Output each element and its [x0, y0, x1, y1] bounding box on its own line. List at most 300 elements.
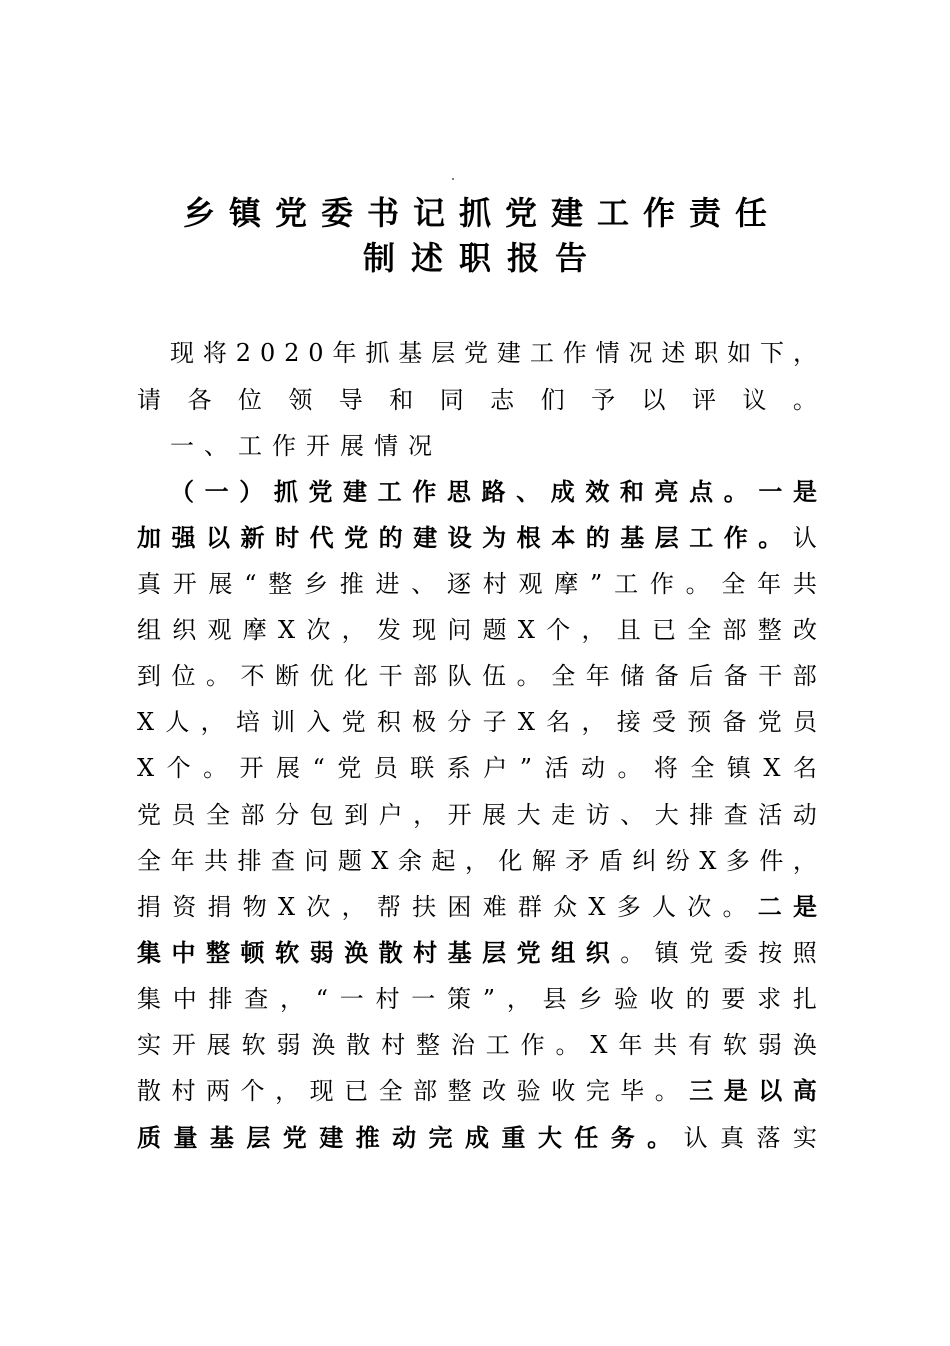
line-glyph: 任	[574, 1123, 599, 1152]
line-glyph: 。	[722, 893, 747, 921]
line-glyph: 导	[338, 386, 363, 414]
line-glyph: 工	[485, 1031, 510, 1059]
line-glyph: 难	[482, 893, 507, 921]
line-glyph: 点	[689, 477, 714, 506]
body-line	[137, 569, 817, 599]
line-glyph: 建	[343, 477, 368, 506]
line-glyph: 作	[520, 1031, 545, 1059]
line-glyph: 逐	[447, 570, 472, 598]
line-glyph: 干	[758, 662, 783, 690]
line-glyph: 矛	[565, 847, 590, 875]
line-glyph: ，	[506, 985, 531, 1013]
line-glyph: 不	[240, 662, 265, 690]
line-glyph: 乡	[578, 985, 603, 1013]
line-glyph: 工	[377, 477, 402, 506]
line-glyph: 照	[792, 939, 817, 967]
line-glyph: 情	[374, 432, 398, 460]
line-glyph: 户	[483, 754, 508, 782]
line-glyph: 资	[172, 893, 197, 921]
line-glyph: 建	[496, 339, 521, 367]
line-glyph: ，	[200, 708, 225, 736]
body-line	[137, 1123, 817, 1153]
line-glyph: 。	[647, 1123, 672, 1152]
line-glyph: 困	[447, 893, 472, 921]
line-glyph: 况	[408, 432, 432, 460]
line-glyph: X	[137, 754, 155, 782]
line-glyph: 部	[722, 616, 747, 644]
line-glyph: 动	[580, 754, 605, 782]
line-glyph: 题	[337, 847, 362, 875]
line-glyph: 们	[540, 386, 565, 414]
line-glyph: 群	[517, 893, 542, 921]
line-glyph: 收	[551, 1077, 576, 1105]
line-glyph: 年	[757, 570, 782, 598]
line-glyph: 收	[649, 985, 674, 1013]
line-glyph: 年	[170, 847, 195, 875]
line-glyph: 效	[585, 477, 610, 506]
line-glyph: 储	[620, 662, 645, 690]
line-glyph: 个	[240, 1077, 265, 1105]
line-glyph: 年	[332, 339, 357, 367]
line-glyph: 如	[727, 339, 752, 367]
line-glyph: 捐	[137, 893, 161, 921]
line-glyph: 党	[757, 708, 782, 736]
body-line	[137, 1030, 817, 1060]
body-line	[137, 707, 817, 737]
line-glyph: 整	[206, 938, 231, 967]
line-glyph: 共	[203, 847, 228, 875]
line-glyph: 0	[259, 339, 276, 367]
line-glyph: 余	[397, 847, 422, 875]
line-glyph: 作	[562, 339, 587, 367]
line-glyph: 一	[204, 477, 229, 506]
line-glyph: ，	[792, 339, 817, 367]
line-glyph: 展	[206, 1031, 231, 1059]
line-glyph: 将	[202, 339, 227, 367]
line-glyph: 党	[308, 477, 333, 506]
line-glyph: 。	[620, 939, 645, 967]
line-glyph: 。	[203, 754, 228, 782]
line-glyph: 层	[654, 523, 679, 552]
line-glyph: 大	[516, 801, 541, 829]
line-glyph: 展	[208, 570, 233, 598]
line-glyph: 志	[490, 386, 515, 414]
line-glyph: 查	[723, 801, 748, 829]
line-glyph: 问	[304, 847, 329, 875]
line-glyph: 乡	[304, 570, 329, 598]
line-glyph: 实	[792, 1124, 817, 1152]
line-glyph: 层	[431, 339, 456, 367]
line-glyph: 断	[275, 662, 300, 690]
line-glyph: 。	[685, 570, 710, 598]
line-glyph: 组	[551, 938, 576, 967]
line-glyph: 顿	[240, 938, 265, 967]
line-glyph: 成	[464, 1123, 489, 1152]
line-glyph: ，	[341, 893, 366, 921]
document-title-line-2: 制述职报告	[362, 239, 603, 277]
line-glyph: 党	[337, 754, 362, 782]
line-glyph: 毕	[620, 1077, 645, 1105]
line-glyph: 训	[271, 708, 296, 736]
line-glyph: 务	[610, 1123, 635, 1152]
line-glyph: 重	[501, 1123, 526, 1152]
line-glyph: 根	[516, 523, 541, 552]
line-glyph: 村	[413, 938, 438, 967]
line-glyph: （	[170, 477, 194, 506]
line-glyph: 是	[792, 892, 817, 921]
line-glyph: 评	[691, 386, 716, 414]
line-glyph: 扶	[412, 893, 437, 921]
line-glyph: 件	[759, 847, 784, 875]
line-glyph: 。	[206, 662, 231, 690]
line-glyph: 党	[282, 1123, 307, 1152]
line-glyph: 完	[428, 1123, 453, 1152]
line-glyph: 帮	[376, 893, 401, 921]
line-glyph: 。	[617, 754, 642, 782]
line-glyph: 请	[137, 386, 161, 414]
line-glyph: 工	[529, 339, 554, 367]
line-glyph: 排	[237, 847, 262, 875]
line-glyph: 进	[375, 570, 400, 598]
line-glyph: 的	[585, 523, 610, 552]
line-glyph: 访	[585, 801, 610, 829]
line-glyph: 联	[410, 754, 435, 782]
line-glyph: 强	[171, 523, 196, 552]
line-glyph: 观	[207, 616, 232, 644]
line-glyph: 开	[172, 570, 197, 598]
line-glyph: 织	[585, 938, 610, 967]
line-glyph: ，	[581, 616, 606, 644]
line-glyph: 有	[688, 1031, 713, 1059]
line-glyph: 分	[447, 708, 472, 736]
line-glyph: 全	[690, 754, 715, 782]
line-glyph: 各	[187, 386, 212, 414]
line-glyph: 高	[792, 1076, 817, 1105]
line-glyph: X	[278, 616, 296, 644]
line-glyph: 分	[275, 801, 300, 829]
line-glyph: 落	[756, 1124, 781, 1152]
line-glyph: 动	[792, 801, 817, 829]
line-glyph: 况	[628, 339, 653, 367]
line-glyph: 全	[137, 847, 161, 875]
line-glyph: 真	[137, 570, 161, 598]
line-glyph: 。	[723, 477, 748, 506]
line-glyph: 多	[725, 847, 750, 875]
line-glyph: 解	[531, 847, 556, 875]
line-glyph: 活	[758, 801, 783, 829]
line-glyph: “	[315, 985, 329, 1013]
line-glyph: 验	[614, 985, 639, 1013]
line-glyph: 将	[653, 754, 678, 782]
body-line	[170, 338, 817, 368]
line-glyph: 到	[344, 801, 369, 829]
line-glyph: 。	[758, 523, 783, 552]
line-glyph: 一	[170, 432, 194, 460]
line-glyph: 大	[654, 801, 679, 829]
line-glyph: 推	[339, 570, 364, 598]
line-glyph: 名	[546, 708, 571, 736]
line-glyph: 发	[376, 616, 401, 644]
line-glyph: 观	[518, 570, 543, 598]
line-glyph: 0	[308, 339, 324, 367]
line-glyph: 部	[240, 801, 265, 829]
line-glyph: 思	[446, 477, 471, 506]
line-glyph: ，	[464, 847, 489, 875]
line-glyph: 极	[412, 708, 437, 736]
line-glyph: 后	[689, 662, 714, 690]
line-glyph: 集	[137, 938, 161, 967]
line-glyph: 涣	[344, 938, 369, 967]
line-glyph: 、	[620, 801, 645, 829]
line-glyph: 织	[172, 616, 197, 644]
line-glyph: 。	[555, 1031, 580, 1059]
line-glyph: 开	[239, 754, 264, 782]
document-title-line-1: 乡镇党委书记抓党建工作责任	[182, 194, 781, 232]
line-glyph: 改	[792, 616, 817, 644]
line-glyph: 备	[722, 708, 747, 736]
line-glyph: 成	[550, 477, 575, 506]
line-glyph: 排	[689, 801, 714, 829]
line-glyph: “	[244, 570, 257, 598]
line-glyph: 委	[723, 939, 748, 967]
line-glyph: 起	[431, 847, 456, 875]
line-glyph: 纠	[632, 847, 657, 875]
line-glyph: 作	[272, 432, 296, 460]
line-glyph: 人	[165, 708, 190, 736]
line-glyph: 村	[375, 985, 400, 1013]
line-glyph: 抓	[273, 477, 298, 506]
line-glyph: ，	[341, 616, 366, 644]
line-glyph: 散	[137, 1077, 161, 1105]
line-glyph: 题	[482, 616, 507, 644]
line-glyph: 涣	[792, 1031, 817, 1059]
line-glyph: 培	[235, 708, 260, 736]
line-glyph: 整	[757, 616, 782, 644]
line-glyph: ，	[275, 1077, 300, 1105]
line-glyph: 基	[398, 339, 423, 367]
line-glyph: ，	[792, 847, 817, 875]
line-glyph: 次	[687, 893, 712, 921]
stray-dot-mark	[452, 178, 454, 180]
subsection-heading	[170, 477, 817, 507]
line-glyph: 基	[209, 1123, 234, 1152]
line-glyph: 是	[792, 477, 817, 506]
line-glyph: 抓	[365, 339, 390, 367]
line-glyph: 村	[381, 1031, 406, 1059]
line-glyph: 党	[689, 939, 714, 967]
line-glyph: 包	[309, 801, 334, 829]
line-glyph: 受	[651, 708, 676, 736]
line-glyph: 已	[344, 1077, 369, 1105]
line-glyph: 展	[482, 801, 507, 829]
line-glyph: 年	[585, 662, 610, 690]
line-glyph: 纷	[665, 847, 690, 875]
line-glyph: 领	[288, 386, 313, 414]
line-glyph: ，	[413, 801, 438, 829]
line-glyph: 加	[137, 523, 161, 552]
line-glyph: X	[590, 1031, 608, 1059]
line-glyph: 软	[275, 938, 300, 967]
line-glyph: 推	[355, 1123, 380, 1152]
line-glyph: 建	[319, 1123, 344, 1152]
line-glyph: 共	[792, 570, 817, 598]
line-glyph: 盾	[598, 847, 623, 875]
line-glyph: 现	[170, 339, 194, 367]
line-glyph: 到	[137, 662, 161, 690]
section-heading	[170, 431, 817, 461]
line-glyph: 和	[619, 477, 644, 506]
line-glyph: 、	[516, 477, 541, 506]
line-glyph: X	[517, 708, 535, 736]
line-glyph: 全	[551, 662, 576, 690]
line-glyph: 村	[171, 1077, 196, 1105]
line-glyph: 、	[204, 432, 228, 460]
line-glyph: X	[588, 893, 606, 921]
line-glyph: 层	[246, 1123, 271, 1152]
body-line	[137, 938, 817, 968]
line-glyph: 队	[447, 662, 472, 690]
line-glyph: 。	[792, 386, 817, 414]
line-glyph: 一	[758, 477, 783, 506]
line-glyph: 2	[284, 339, 300, 367]
line-glyph: 建	[413, 523, 438, 552]
line-glyph: 共	[653, 1031, 678, 1059]
line-glyph: X	[517, 616, 535, 644]
line-glyph: 名	[792, 754, 817, 782]
line-glyph: 软	[241, 1031, 266, 1059]
line-glyph: 是	[723, 1076, 748, 1105]
line-glyph: 情	[595, 339, 620, 367]
line-glyph: 且	[616, 616, 641, 644]
line-glyph: 全	[687, 616, 712, 644]
line-glyph: 一	[411, 985, 436, 1013]
line-glyph: 涣	[311, 1031, 336, 1059]
line-glyph: ，	[581, 708, 606, 736]
line-glyph: 全	[721, 570, 746, 598]
line-glyph: 。	[654, 1077, 679, 1105]
line-glyph: 作	[412, 477, 437, 506]
body-line	[137, 661, 817, 691]
line-glyph: 积	[376, 708, 401, 736]
line-glyph: 捐	[207, 893, 232, 921]
line-glyph: 摩	[242, 616, 267, 644]
line-glyph: 次	[306, 616, 331, 644]
body-line	[137, 800, 817, 830]
line-glyph: 量	[173, 1123, 198, 1152]
line-glyph: 弱	[757, 1031, 782, 1059]
line-glyph: 动	[392, 1123, 417, 1152]
line-glyph: 位	[237, 386, 262, 414]
line-glyph: 物	[242, 893, 267, 921]
line-glyph: 路	[481, 477, 506, 506]
line-glyph: 排	[208, 985, 233, 1013]
line-glyph: 个	[546, 616, 571, 644]
line-glyph: ”	[590, 570, 603, 598]
line-glyph: 代	[309, 523, 334, 552]
line-glyph: 扎	[792, 985, 817, 1013]
line-glyph: 备	[654, 662, 679, 690]
line-glyph: 亮	[654, 477, 679, 506]
line-glyph: 散	[378, 938, 403, 967]
line-glyph: 已	[651, 616, 676, 644]
body-line	[137, 1076, 817, 1106]
line-glyph: ”	[482, 985, 496, 1013]
line-glyph: 位	[171, 662, 196, 690]
line-glyph: 全	[378, 1077, 403, 1105]
line-glyph: 部	[792, 662, 817, 690]
line-glyph: 一	[339, 985, 364, 1013]
line-glyph: “	[312, 754, 325, 782]
line-glyph: 同	[439, 386, 464, 414]
line-glyph: 镇	[654, 939, 679, 967]
line-glyph: 开	[447, 801, 472, 829]
line-glyph: 中	[172, 985, 197, 1013]
line-glyph: 问	[447, 616, 472, 644]
line-glyph: ”	[519, 754, 532, 782]
line-glyph: 全	[206, 801, 231, 829]
line-glyph: 组	[137, 616, 161, 644]
line-glyph: 二	[757, 892, 782, 921]
line-glyph: 大	[537, 1123, 562, 1152]
line-glyph: 设	[447, 523, 472, 552]
line-glyph: 下	[760, 339, 785, 367]
line-glyph: 和	[389, 386, 414, 414]
line-glyph: 干	[378, 662, 403, 690]
line-glyph: 查	[270, 847, 295, 875]
line-glyph: 作	[723, 523, 748, 552]
line-glyph: 完	[585, 1077, 610, 1105]
line-glyph: X	[371, 847, 389, 875]
line-glyph: 员	[792, 708, 817, 736]
line-glyph: 个	[166, 754, 191, 782]
line-glyph: 本	[551, 523, 576, 552]
line-glyph: 集	[137, 985, 161, 1013]
line-glyph: 整	[416, 1031, 440, 1059]
line-glyph: 为	[482, 523, 507, 552]
line-glyph: 予	[591, 386, 616, 414]
line-glyph: 党	[516, 938, 541, 967]
line-glyph: 散	[346, 1031, 371, 1059]
line-glyph: 基	[620, 523, 645, 552]
line-glyph: 展	[340, 432, 364, 460]
line-glyph: 整	[268, 570, 293, 598]
line-glyph: X	[278, 893, 296, 921]
line-glyph: 查	[244, 985, 269, 1013]
line-glyph: 的	[685, 985, 710, 1013]
line-glyph: 以	[206, 523, 231, 552]
line-glyph: 策	[447, 985, 472, 1013]
line-glyph: 治	[450, 1031, 475, 1059]
line-glyph: ，	[280, 985, 304, 1013]
line-glyph: 展	[276, 754, 301, 782]
line-glyph: 摩	[554, 570, 579, 598]
line-glyph: 工	[614, 570, 639, 598]
line-glyph: 认	[683, 1124, 708, 1152]
line-glyph: 真	[720, 1124, 744, 1152]
line-glyph: 现	[309, 1077, 334, 1105]
line-glyph: 验	[516, 1077, 541, 1105]
line-glyph: 时	[275, 523, 300, 552]
body-line	[137, 615, 817, 645]
line-glyph: 求	[757, 985, 782, 1013]
line-glyph: 软	[722, 1031, 747, 1059]
line-glyph: 众	[553, 893, 578, 921]
line-glyph: 议	[742, 386, 767, 414]
line-glyph: 多	[616, 893, 641, 921]
line-glyph: 实	[137, 1031, 161, 1059]
line-glyph: 党	[464, 339, 489, 367]
line-glyph: 工	[238, 432, 262, 460]
